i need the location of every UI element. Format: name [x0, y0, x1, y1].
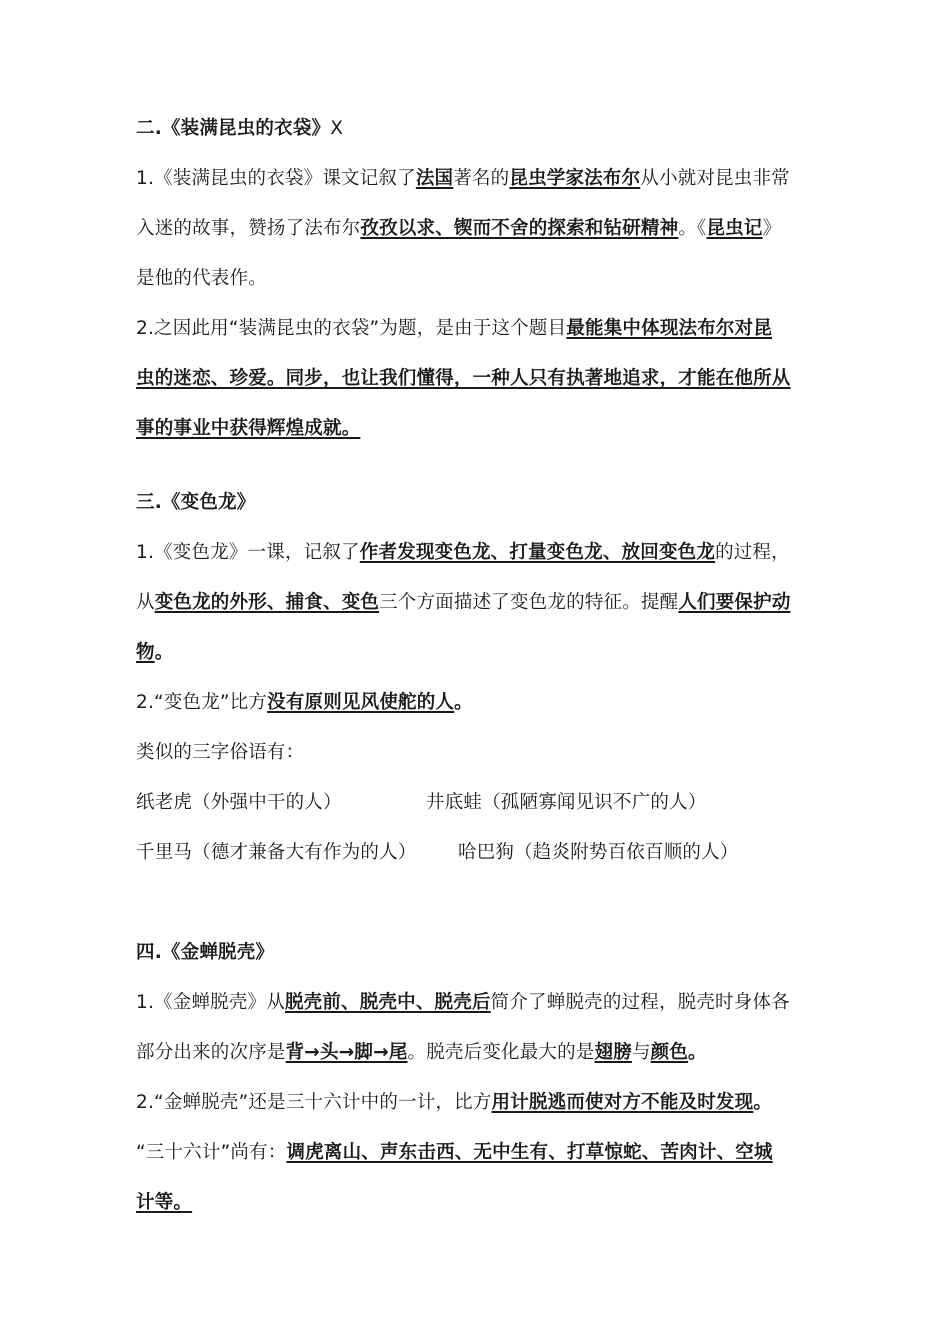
document-content — [136, 104, 812, 1228]
section-2-heading — [136, 104, 812, 154]
key-term: 物 — [136, 642, 155, 663]
text: 从 — [136, 592, 155, 613]
paragraph-line — [136, 628, 812, 678]
paragraph-line — [136, 528, 812, 578]
key-term: 变色龙的外形、捕食、变色 — [154, 592, 380, 613]
key-term: 最能集中体现法布尔对昆 — [566, 318, 773, 339]
text: 与 — [631, 1042, 651, 1063]
key-term: 人们要保护动 — [678, 592, 791, 613]
paragraph-line — [136, 1078, 812, 1128]
paragraph-line — [136, 1128, 812, 1178]
section-4-heading — [136, 928, 812, 978]
idiom-item: 纸老虎（外强中干的人） — [136, 792, 342, 813]
paragraph-line — [136, 304, 812, 354]
text: 部分出来的次序是 — [136, 1042, 286, 1063]
text: 入迷的故事，赞扬了法布尔 — [136, 218, 361, 239]
text: 1.《金蝉脱壳》从 — [136, 992, 285, 1013]
paragraph-line — [136, 728, 812, 778]
key-term: 孜孜以求、锲而不舍的探索和钻研精神 — [360, 218, 679, 239]
heading-text: 二.《装满昆虫的衣袋》 — [136, 118, 331, 139]
text: 。《 — [678, 218, 707, 239]
text: 。 — [753, 1092, 773, 1113]
text: 》 — [762, 218, 782, 239]
paragraph-line — [136, 978, 812, 1028]
key-term: 事的事业中获得辉煌成就。 — [136, 418, 361, 439]
key-term: 作者发现变色龙、打量变色龙、放回变色龙 — [359, 542, 716, 563]
text: 。 — [454, 692, 473, 713]
text: 简介了蝉脱壳的过程，脱壳时身体各 — [490, 992, 790, 1013]
key-term: 用计脱逃而使对方不能及时发现 — [491, 1092, 754, 1113]
key-term: 昆虫学家法布尔 — [509, 168, 641, 189]
text: “三十六计”尚有： — [136, 1142, 287, 1163]
paragraph-line — [136, 1028, 812, 1078]
key-term: 法国 — [415, 168, 454, 189]
idiom-item: 千里马（德才兼备大有作为的人） — [136, 842, 417, 863]
key-term: 虫的迷恋、珍爱。同步，也让我们懂得，一种人只有执著地追求，才能在他所从 — [136, 368, 791, 389]
key-term: 翅膀 — [594, 1042, 632, 1063]
text: 1.《装满昆虫的衣袋》课文记叙了 — [136, 168, 416, 189]
paragraph-line — [136, 578, 812, 628]
paragraph-line — [136, 1178, 812, 1228]
key-term: 颜色 — [650, 1042, 689, 1063]
text: 2.“变色龙”比方 — [136, 692, 268, 713]
text: 。脱壳后变化最大的是 — [407, 1042, 595, 1063]
heading-suffix: X — [330, 118, 344, 139]
text: 2.之因此用“装满昆虫的衣袋”为题，是由于这个题目 — [136, 318, 567, 339]
paragraph-line — [136, 254, 812, 304]
key-term: 计等。 — [136, 1192, 193, 1213]
idiom-row — [136, 778, 812, 828]
paragraph-line — [136, 204, 812, 254]
section-gap — [136, 878, 812, 928]
idiom-row — [136, 828, 812, 878]
text: 。 — [688, 1042, 707, 1063]
text: 是他的代表作。 — [136, 268, 267, 289]
text: 著名的 — [453, 168, 510, 189]
key-term: 调虎离山、声东击西、无中生有、打草惊蛇、苦肉计、空城 — [286, 1142, 773, 1163]
heading-text: 四.《金蝉脱壳》 — [136, 942, 275, 963]
paragraph-line — [136, 404, 812, 454]
key-term: 脱壳前、脱壳中、脱壳后 — [284, 992, 491, 1013]
section-gap — [136, 454, 812, 478]
text: 的过程， — [715, 542, 790, 563]
section-3-heading — [136, 478, 812, 528]
key-term: 背→头→脚→尾 — [285, 1042, 408, 1063]
text: 。 — [154, 642, 174, 663]
text: 从小就对昆虫非常 — [640, 168, 790, 189]
paragraph-line — [136, 354, 812, 404]
text: 类似的三字俗语有： — [136, 742, 305, 763]
text: 三个方面描述了变色龙的特征。提醒 — [379, 592, 679, 613]
paragraph-line — [136, 154, 812, 204]
paragraph-line — [136, 678, 812, 728]
text: 1.《变色龙》一课，记叙了 — [136, 542, 360, 563]
key-term: 昆虫记 — [706, 218, 763, 239]
idiom-item: 哈巴狗（趋炎附势百依百顺的人） — [458, 842, 739, 863]
key-term: 没有原则见风使舵的人 — [267, 692, 455, 713]
heading-text: 三.《变色龙》 — [136, 492, 256, 513]
idiom-item: 井底蛙（孤陋寡闻见识不广的人） — [426, 792, 707, 813]
text: 2.“金蝉脱壳”还是三十六计中的一计，比方 — [136, 1092, 492, 1113]
